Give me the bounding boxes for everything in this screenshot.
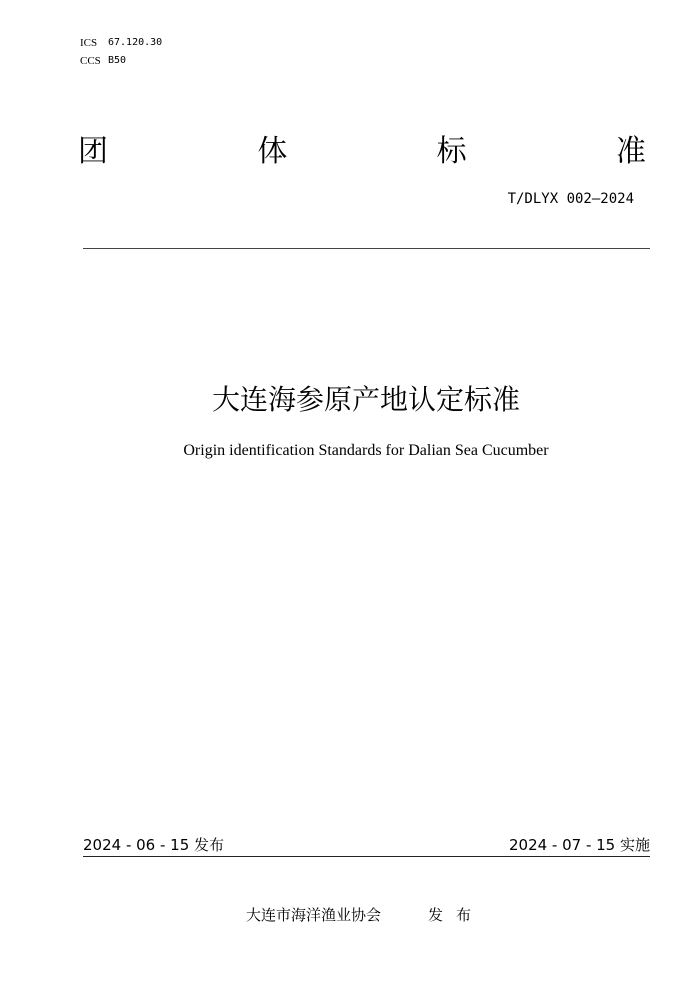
ccs-value: B50	[108, 55, 127, 66]
issue-date: 2024 - 06 - 15 发布	[83, 836, 225, 854]
title-char-4: 准	[615, 134, 646, 169]
title-char-3: 标	[436, 134, 467, 169]
ics-label: ICS	[80, 37, 98, 49]
ccs-label: CCS	[80, 55, 101, 67]
publish-label: 发布	[428, 906, 485, 924]
standard-type-title	[78, 134, 646, 170]
ics-value: 67.120.30	[108, 37, 163, 48]
publisher-name: 大连市海洋渔业协会	[246, 906, 382, 924]
standard-number: T/DLYX 002—2024	[507, 191, 634, 207]
ccs-row	[80, 52, 162, 70]
top-divider	[83, 248, 650, 249]
ics-row	[80, 34, 162, 52]
bottom-divider	[83, 856, 650, 857]
document-title-en: Origin identification Standards for Dalian Sea Cucumber	[183, 442, 549, 459]
classification-block	[80, 34, 162, 70]
title-char-2: 体	[257, 134, 288, 169]
document-title-zh: 大连海参原产地认定标准	[211, 383, 520, 416]
implementation-date: 2024 - 07 - 15 实施	[508, 836, 650, 854]
title-char-1: 团	[78, 134, 108, 169]
